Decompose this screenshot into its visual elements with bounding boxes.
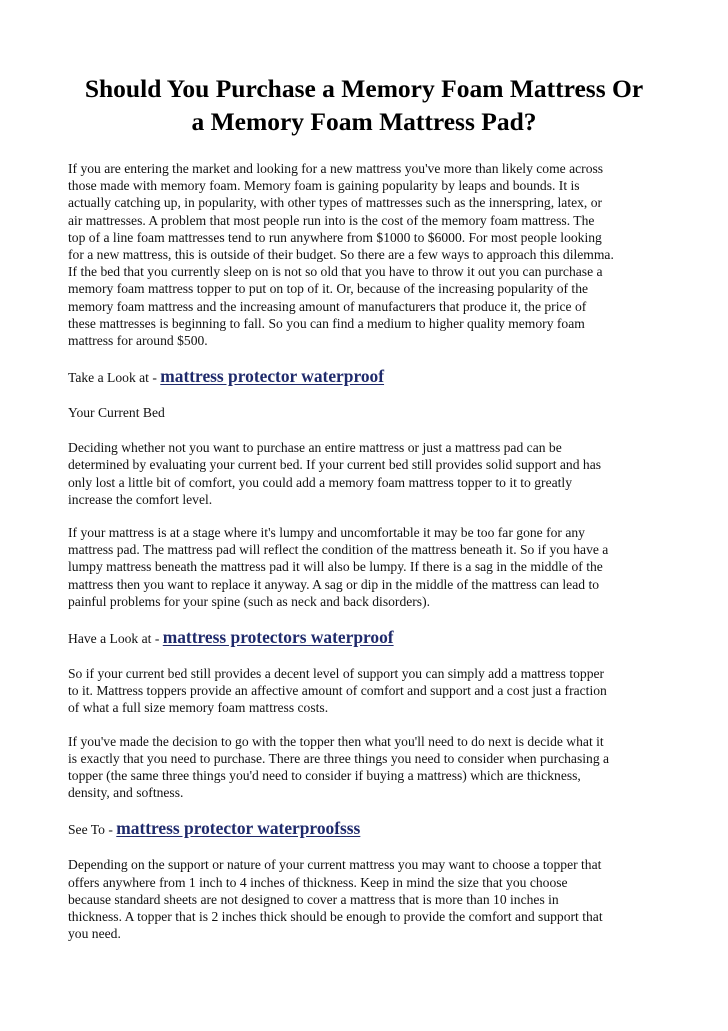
text-line: to it. Mattress toppers provide an affective amount of comfort and support and a cost just a fraction <box>68 683 607 699</box>
text-line: topper (the same three things you'd need to consider if buying a mattress) which are thickness, <box>68 768 581 784</box>
mattress-protectors-link[interactable]: mattress protectors waterproof <box>162 627 394 648</box>
link-row-3 <box>68 817 660 841</box>
paragraph-thickness <box>68 856 660 942</box>
text-line: Depending on the support or nature of your current mattress you may want to choose a topper that <box>68 857 602 873</box>
text-line: memory foam mattress and the increasing amount of manufacturers that produce it, the price of <box>68 298 587 314</box>
text-line: of what a full size memory foam mattress costs. <box>68 700 329 716</box>
paragraph-topper-decision <box>68 733 660 802</box>
text-line: So if your current bed still provides a decent level of support you can simply add a mattress topper <box>68 666 605 682</box>
document-title <box>68 72 660 138</box>
link-prefix: Take a Look at - <box>68 370 161 386</box>
text-line: Deciding whether not you want to purchase an entire mattress or just a mattress pad can be <box>68 440 562 456</box>
mattress-protector-waterproofsss-link[interactable]: mattress protector waterproofsss <box>116 818 361 839</box>
text-line: air mattresses. A problem that most people run into is the cost of the memory foam mattress. The <box>68 212 595 228</box>
text-line: determined by evaluating your current bed. If your current bed still provides solid support and has <box>68 457 602 473</box>
link-prefix: See To - <box>68 822 117 838</box>
link-row-2 <box>68 626 660 650</box>
text-line: mattress for around $500. <box>68 333 208 349</box>
text-line: actually catching up, in popularity, with other types of mattresses such as the innerspring, latex, or <box>68 195 603 211</box>
text-line: only lost a little bit of comfort, you could add a memory foam mattress topper to it to greatly <box>68 474 572 490</box>
paragraph-lumpy-mattress <box>68 524 660 610</box>
text-line: these mattresses is beginning to fall. So you can find a medium to higher quality memory foam <box>68 315 585 331</box>
text-line: memory foam mattress topper to put on top of it. Or, because of the increasing popularity of the <box>68 281 589 297</box>
text-line: increase the comfort level. <box>68 491 213 507</box>
text-line: If you've made the decision to go with the topper then what you'll need to do next is decide what it <box>68 733 604 749</box>
text-line: mattress then you want to replace it anyway. A sag or dip in the middle of the mattress can lead to <box>68 576 600 592</box>
text-line: painful problems for your spine (such as neck and back disorders). <box>68 593 431 609</box>
document-page <box>68 72 660 959</box>
text-line: If you are entering the market and looking for a new mattress you've more than likely come across <box>68 161 604 176</box>
text-line: is exactly that you need to purchase. There are three things you need to consider when purchasing a <box>68 750 610 766</box>
text-line: top of a line foam mattresses tend to run anywhere from $1000 to $6000. For most people looking <box>68 229 602 245</box>
title-line: a Memory Foam Mattress Pad? <box>191 107 537 136</box>
paragraph-topper-support <box>68 665 660 717</box>
text-line: because standard sheets are not designed to cover a mattress that is more than 10 inches in <box>68 891 559 907</box>
link-row-1 <box>68 365 660 389</box>
text-line: thickness. A topper that is 2 inches thick should be enough to provide the comfort and support that <box>68 909 603 925</box>
text-line: those made with memory foam. Memory foam is gaining popularity by leaps and bounds. It is <box>68 178 580 194</box>
text-line: offers anywhere from 1 inch to 4 inches of thickness. Keep in mind the size that you choose <box>68 874 568 890</box>
mattress-protector-link[interactable]: mattress protector waterproof <box>160 366 385 387</box>
section-heading: Your Current Bed <box>68 405 165 421</box>
intro-paragraph <box>68 160 660 349</box>
text-line: mattress pad. The mattress pad will reflect the condition of the mattress beneath it. So if you have a <box>68 542 609 558</box>
title-line: Should You Purchase a Memory Foam Mattress Or <box>84 74 644 103</box>
text-line: density, and softness. <box>68 785 184 801</box>
text-line: for a new mattress, this is outside of their budget. So there are a few ways to approach this dilemma. <box>68 247 614 263</box>
text-line: If your mattress is at a stage where it's lumpy and uncomfortable it may be too far gone for any <box>68 525 585 541</box>
paragraph-current-bed <box>68 439 660 508</box>
text-line: lumpy mattress beneath the mattress pad it will also be lumpy. If there is a sag in the middle of the <box>68 559 603 575</box>
text-line: If the bed that you currently sleep on is not so old that you have to throw it out you can purchase a <box>68 264 603 280</box>
text-line: you need. <box>68 926 121 942</box>
link-prefix: Have a Look at - <box>68 631 163 647</box>
